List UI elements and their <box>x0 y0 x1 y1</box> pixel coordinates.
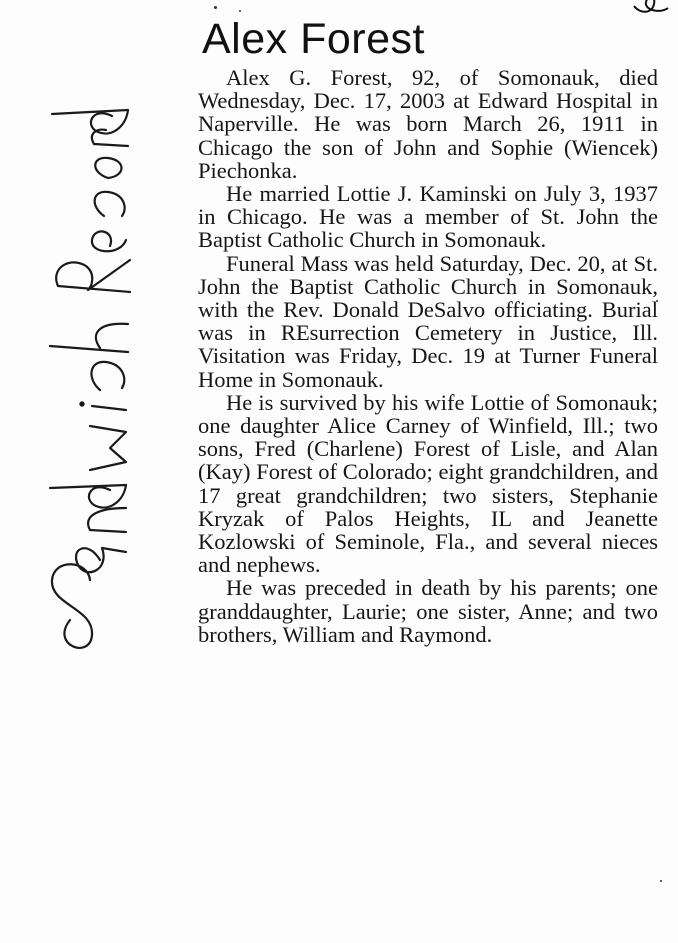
obituary-paragraph-survivors: He is survived by his wife Lottie of Somonauk; one daughter Alice Carney of Winfield, Ill.; two sons, Fred (Charlene) Forest of Lisle, and Alan (Kay) Forest of Colorado; eight grandchildren, and 17 great grandchildren; two sisters, Stephanie Kryzak of Palos Heights, IL and Jeanette Kozlowski of Seminole, Fla., and several nieces and nephews. <box>198 389 658 578</box>
obituary-paragraph-funeral: Funeral Mass was held Saturday, Dec. 20, at St. John the Baptist Catholic Church in Somonauk, with the Rev. Donald DeSalvo officiating. Burial was in REsurrection Cemetery in Justice, Ill. Visitation was Friday, Dec. 19 at Turner Funeral Home in Somonauk. <box>198 250 658 392</box>
scan-speck <box>239 10 241 12</box>
obituary-clipping <box>186 14 664 646</box>
scan-speck <box>214 6 217 9</box>
obituary-paragraph-marriage: He married Lottie J. Kaminski on July 3, 1937 in Chicago. He was a member of St. John the Baptist Catholic Church in Somonauk. <box>198 181 658 253</box>
obituary-paragraph-death: Alex G. Forest, 92, of Somonauk, died Wednesday, Dec. 17, 2003 at Edward Hospital in Naperville. He was born March 26, 1911 in Chicago the son of John and Sophie (Wiencek) Piechonka. <box>198 65 658 183</box>
scan-speck <box>660 880 662 882</box>
handwritten-note-sandwich-record <box>30 60 180 660</box>
obituary-headline: Alex Forest <box>202 15 425 63</box>
obituary-paragraph-preceded: He was preceded in death by his parents; one granddaughter, Laurie; one sister, Anne; and two brothers, William and Raymond. <box>198 575 658 647</box>
